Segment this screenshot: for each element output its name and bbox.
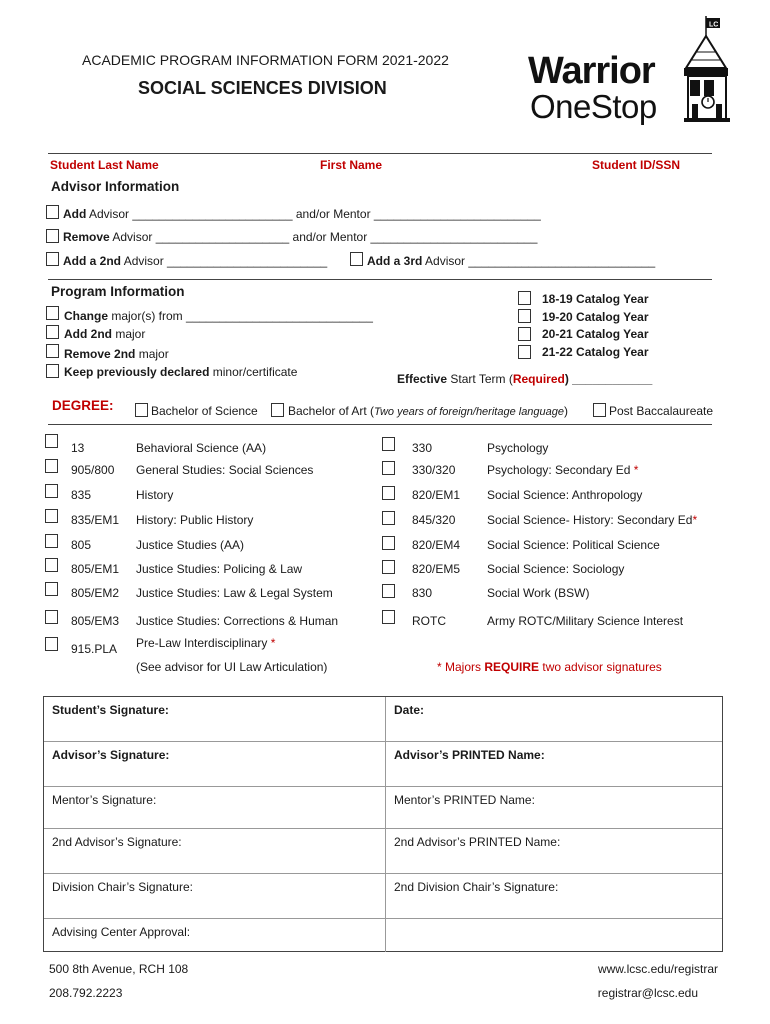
major-checkbox-820-em5[interactable] [382,560,395,574]
major-checkbox-13[interactable] [45,434,58,448]
major-name: Social Science- History: Secondary Ed* [487,513,698,527]
add-2nd-advisor-checkbox[interactable] [46,252,59,266]
division-chair-signature-field[interactable]: Division Chair’s Signature: [44,874,386,919]
catalog-1920-label: 19-20 Catalog Year [542,310,649,324]
major-checkbox-915-pla[interactable] [45,637,58,651]
second-advisor-signature-field[interactable]: 2nd Advisor’s Signature: [44,829,386,874]
footer-address: 500 8th Avenue, RCH 108 [49,962,189,976]
signature-row [44,741,722,787]
major-checkbox-905-800[interactable] [45,459,58,473]
major-checkbox-330[interactable] [382,437,395,451]
major-name: Social Work (BSW) [487,586,590,600]
flag-text: LC [709,21,719,29]
major-checkbox-805[interactable] [45,534,58,548]
bachelor-science-checkbox[interactable] [135,403,148,417]
catalog-1819-checkbox[interactable] [518,291,531,305]
major-code: 820/EM4 [412,538,461,552]
add-advisor-checkbox[interactable] [46,205,59,219]
signature-row [44,828,722,874]
advisor-divider [48,279,712,280]
keep-declared-checkbox[interactable] [46,364,59,378]
major-checkbox-805-em1[interactable] [45,558,58,572]
major-name: Behavioral Science (AA) [136,441,267,455]
advisor-signature-field[interactable]: Advisor’s Signature: [44,742,386,787]
major-name: Social Science: Political Science [487,538,660,552]
post-bacc-checkbox[interactable] [593,403,606,417]
major-name: Army ROTC/Military Science Interest [487,614,684,628]
major-code: 820/EM5 [412,562,461,576]
major-code: 805/EM2 [71,586,120,600]
bachelor-art-checkbox[interactable] [271,403,284,417]
student-last-name-label: Student Last Name [50,158,159,172]
second-division-chair-signature-field[interactable]: 2nd Division Chair’s Signature: [394,880,559,894]
major-name: General Studies: Social Sciences [136,463,314,477]
major-checkbox-rotc[interactable] [382,610,395,624]
division-title: SOCIAL SCIENCES DIVISION [138,78,387,98]
program-information-title: Program Information [51,284,185,299]
major-checkbox-830[interactable] [382,584,395,598]
remove-2nd-major-checkbox[interactable] [46,344,59,358]
major-code: 805/EM1 [71,562,120,576]
major-name: Justice Studies: Policing & Law [136,562,303,576]
footer-web-link[interactable]: www.lcsc.edu/registrar [597,962,718,976]
student-id-label: Student ID/SSN [592,158,681,172]
major-code: 830 [412,586,433,600]
major-code: 330/320 [412,463,456,477]
advisor-printed-name-field[interactable]: Advisor’s PRINTED Name: [394,748,545,762]
add-advisor-text: Add Advisor ________________________ and/or Mentor _________________________ [63,207,541,221]
add-3rd-advisor-text: Add a 3rd Advisor ____________________________ [367,254,656,268]
effective-start-term: Effective Start Term (Required) ____________ [397,372,653,386]
signature-row [44,697,722,741]
major-name: Justice Studies (AA) [136,538,245,552]
signature-row [44,873,722,919]
major-checkbox-805-em3[interactable] [45,610,58,624]
bachelor-art-label: Bachelor of Art (Two years of foreign/heritage language) [288,404,569,418]
mentor-signature-field[interactable]: Mentor’s Signature: [44,787,386,829]
law-articulation-note: (See advisor for UI Law Articulation) [136,660,328,674]
add-3rd-advisor-checkbox[interactable] [350,252,363,266]
signature-row [44,918,722,952]
major-name: Social Science: Anthropology [487,488,643,502]
major-name: Pre-Law Interdisciplinary * [136,636,276,650]
header-divider [48,153,712,154]
major-code: 905/800 [71,463,115,477]
remove-advisor-text: Remove Advisor ____________________ and/or Mentor _________________________ [63,230,538,244]
first-name-label: First Name [320,158,383,172]
advising-center-approval-field[interactable]: Advising Center Approval: [44,919,386,952]
logo-line-2: OneStop [530,88,657,125]
footer-email-link[interactable]: registrar@lcsc.edu [597,986,698,1000]
major-code: 835/EM1 [71,513,120,527]
major-name: Psychology [487,441,549,455]
form-title: ACADEMIC PROGRAM INFORMATION FORM 2021-2022 [82,52,449,68]
major-checkbox-845-320[interactable] [382,511,395,525]
remove-advisor-checkbox[interactable] [46,229,59,243]
major-name: History: Public History [136,513,254,527]
second-advisor-printed-name-field[interactable]: 2nd Advisor’s PRINTED Name: [394,835,561,849]
major-checkbox-330-320[interactable] [382,461,395,475]
major-name: Justice Studies: Law & Legal System [136,586,333,600]
add-2nd-major-checkbox[interactable] [46,325,59,339]
catalog-2021-label: 20-21 Catalog Year [542,327,649,341]
change-major-text: Change major(s) from ____________________________ [64,309,373,323]
add-2nd-advisor-text: Add a 2nd Advisor ________________________ [63,254,328,268]
major-code: 805/EM3 [71,614,120,628]
major-name: History [136,488,174,502]
keep-declared-text: Keep previously declared minor/certificate [64,365,298,379]
major-name: Psychology: Secondary Ed * [487,463,639,477]
major-code: 845/320 [412,513,456,527]
catalog-1819-label: 18-19 Catalog Year [542,292,649,306]
major-code: ROTC [412,614,446,628]
student-signature-field[interactable]: Student’s Signature: [44,697,386,741]
remove-2nd-major-text: Remove 2nd major [64,347,169,361]
catalog-2122-checkbox[interactable] [518,345,531,359]
major-code: 915.PLA [71,642,118,656]
bachelor-science-label: Bachelor of Science [151,404,258,418]
major-code: 835 [71,488,92,502]
major-checkbox-820-em1[interactable] [382,486,395,500]
major-checkbox-805-em2[interactable] [45,582,58,596]
warrior-onestop-logo [528,14,736,125]
major-checkbox-820-em4[interactable] [382,536,395,550]
date-field[interactable]: Date: [394,703,425,717]
major-code: 805 [71,538,92,552]
major-code: 13 [71,441,85,455]
add-2nd-major-text: Add 2nd major [64,327,146,341]
degree-label: DEGREE: [52,398,114,413]
major-name: Justice Studies: Corrections & Human [136,614,339,628]
catalog-2122-label: 21-22 Catalog Year [542,345,649,359]
major-name: Social Science: Sociology [487,562,625,576]
major-checkbox-835-em1[interactable] [45,509,58,523]
advisor-information-title: Advisor Information [51,179,180,194]
major-code: 330 [412,441,433,455]
major-checkbox-835[interactable] [45,484,58,498]
catalog-2021-checkbox[interactable] [518,327,531,341]
change-major-checkbox[interactable] [46,306,59,320]
major-code: 820/EM1 [412,488,461,502]
logo-line-1: Warrior [528,50,655,92]
mentor-printed-name-field[interactable]: Mentor’s PRINTED Name: [394,793,535,807]
post-bacc-label: Post Baccalaureate [609,404,714,418]
catalog-1920-checkbox[interactable] [518,309,531,323]
degree-divider [48,424,712,425]
empty-cell [386,919,722,952]
majors-require-note: * Majors REQUIRE two advisor signatures [437,660,662,674]
clock-tower-icon [668,14,736,122]
signature-table [43,696,723,952]
signature-row [44,786,722,829]
footer-phone: 208.792.2223 [49,986,123,1000]
